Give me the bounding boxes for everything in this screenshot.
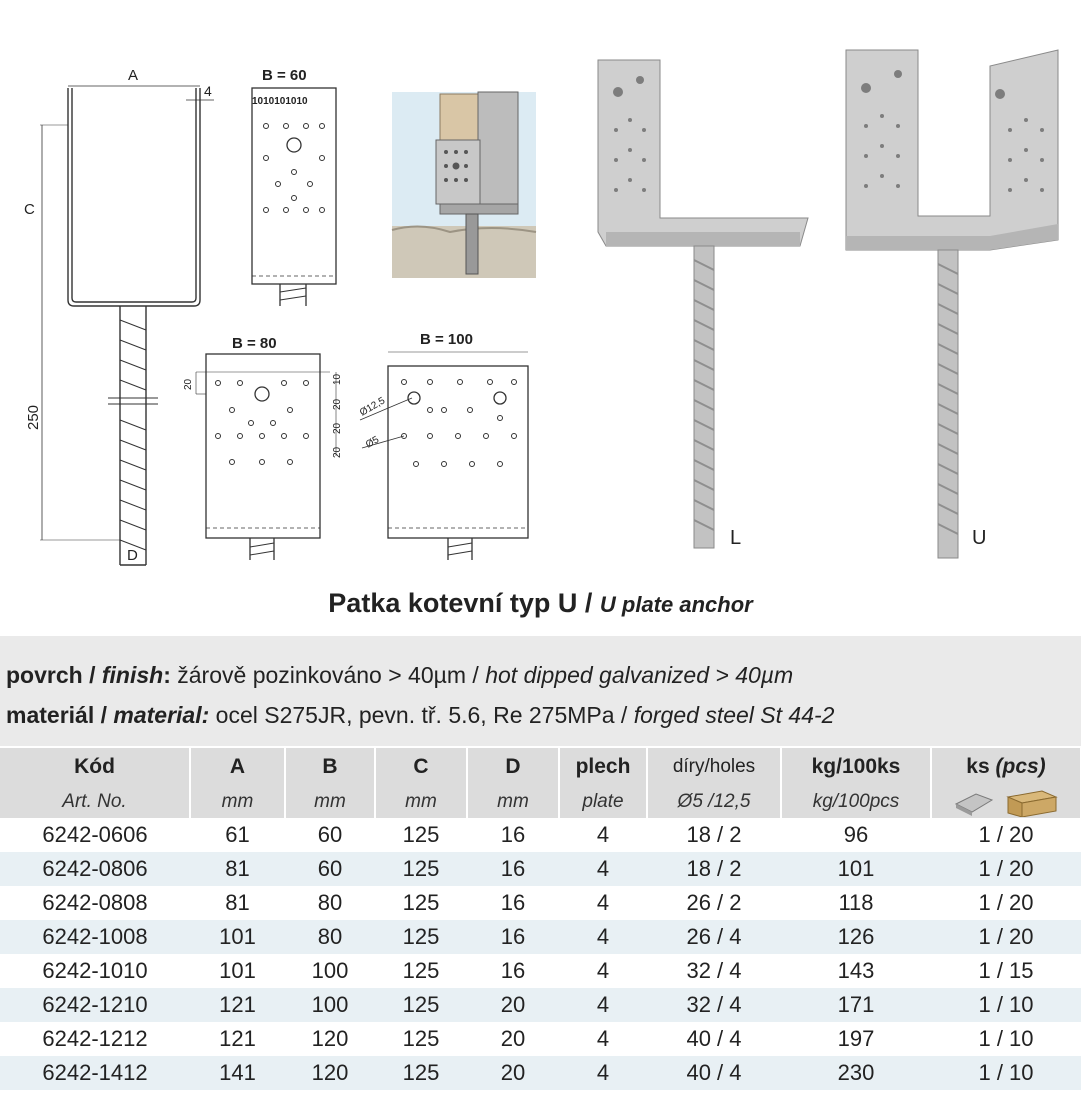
cell-d: 16 xyxy=(467,852,559,886)
cell-code: 6242-1412 xyxy=(0,1056,190,1090)
dim-250-label: 250 xyxy=(25,404,42,430)
cell-a: 141 xyxy=(190,1056,285,1090)
photo-u-label: U xyxy=(972,527,987,549)
cell-c: 125 xyxy=(375,988,467,1022)
cell-c: 125 xyxy=(375,1056,467,1090)
cell-weight: 96 xyxy=(843,822,869,847)
cell-weight: 171 xyxy=(781,988,931,1022)
col-holes-header: díry/holes xyxy=(647,748,781,786)
cell-holes: 18 / 2 xyxy=(686,822,742,847)
col-a-sub: mm xyxy=(190,786,285,818)
cell-a: 81 xyxy=(225,890,250,915)
cell-c: 125 xyxy=(375,852,467,886)
title-cz: Patka kotevní typ U xyxy=(328,588,578,618)
cell-plate: 4 xyxy=(559,920,647,954)
table-row xyxy=(0,1056,1081,1090)
cell-code: 6242-1010 xyxy=(42,958,148,983)
cell-d: 16 xyxy=(500,958,526,983)
cell-pcs: 1 / 10 xyxy=(931,1056,1081,1090)
b100-label: B = 100 xyxy=(420,331,473,348)
cell-b: 80 xyxy=(317,890,343,915)
col-plate-header: plech xyxy=(559,748,647,786)
product-title xyxy=(0,588,1081,619)
single-piece-icon xyxy=(952,788,996,816)
b80-label: B = 80 xyxy=(232,335,277,352)
cell-pcs: 1 / 15 xyxy=(978,958,1034,983)
cell-c: 125 xyxy=(402,1026,440,1051)
cell-plate: 4 xyxy=(559,988,647,1022)
cell-d: 20 xyxy=(500,1026,526,1051)
col-b-sub: mm xyxy=(285,786,375,818)
finish-value-cz: žárově pozinkováno > 40µm xyxy=(177,662,467,688)
b80-20-label: 20 xyxy=(183,378,194,390)
cell-d: 16 xyxy=(500,822,526,847)
plate-b80-drawing xyxy=(196,354,336,560)
cell-weight: 126 xyxy=(781,920,931,954)
plate-b60-drawing xyxy=(252,88,336,306)
cell-weight: 143 xyxy=(837,958,875,983)
cell-pcs: 1 / 10 xyxy=(931,988,1081,1022)
cell-code: 6242-1210 xyxy=(0,988,190,1022)
col-c-header: C xyxy=(375,748,467,786)
anchor-photo-u xyxy=(846,50,1058,558)
dim-a-label: A xyxy=(128,67,139,84)
table-row xyxy=(0,886,1081,920)
cell-b: 60 xyxy=(285,852,375,886)
dim-c-label: C xyxy=(24,201,35,218)
cell-a: 101 xyxy=(190,920,285,954)
material-label-cz: materiál xyxy=(6,702,95,728)
col-pcs-header-cz: ks xyxy=(966,755,990,778)
col-d-header: D xyxy=(467,748,559,786)
table-header-row xyxy=(0,748,1081,786)
cell-a: 121 xyxy=(219,1026,256,1051)
b60-spacing-label: 1010101010 xyxy=(252,96,308,107)
plate-b100-drawing xyxy=(360,352,528,560)
cell-b: 60 xyxy=(317,822,343,847)
b80-right-label-2: 20 xyxy=(332,398,343,410)
b60-label: B = 60 xyxy=(262,67,307,84)
title-en: U plate anchor xyxy=(599,592,753,617)
cell-code: 6242-1212 xyxy=(42,1026,148,1051)
cell-a: 101 xyxy=(219,958,256,983)
col-b-header: B xyxy=(285,748,375,786)
hole-large-label: Ø12,5 xyxy=(358,395,388,419)
cell-code: 6242-0808 xyxy=(42,890,148,915)
dim-d-label: D xyxy=(127,547,138,564)
col-a-header: A xyxy=(190,748,285,786)
table-body xyxy=(0,818,1081,1090)
table-row xyxy=(0,988,1081,1022)
spec-band xyxy=(0,636,1081,746)
b80-right-label-1: 10 xyxy=(332,373,343,385)
title-separator: / xyxy=(577,588,600,618)
cell-holes: 40 / 4 xyxy=(686,1026,742,1051)
cell-weight: 118 xyxy=(838,890,874,915)
cell-plate: 4 xyxy=(559,1056,647,1090)
installation-photo xyxy=(392,92,536,278)
finish-label-cz: povrch xyxy=(6,662,83,688)
cell-plate: 4 xyxy=(559,852,647,886)
cell-plate: 4 xyxy=(596,890,610,915)
cell-c: 125 xyxy=(402,958,440,983)
box-package-icon xyxy=(1002,787,1060,817)
anchor-photo-l xyxy=(598,60,808,548)
cell-plate: 4 xyxy=(596,822,610,847)
col-pcs-header-en: (pcs) xyxy=(995,755,1046,778)
table-row xyxy=(0,818,1081,852)
cell-pcs: 1 / 20 xyxy=(931,920,1081,954)
cell-b: 120 xyxy=(285,1056,375,1090)
cell-weight: 197 xyxy=(837,1026,875,1051)
cell-d: 20 xyxy=(467,988,559,1022)
cell-holes: 26 / 4 xyxy=(647,920,781,954)
cell-holes: 26 / 2 xyxy=(686,890,742,915)
cell-weight: 230 xyxy=(781,1056,931,1090)
cell-holes: 40 / 4 xyxy=(647,1056,781,1090)
side-profile-drawing xyxy=(40,86,214,565)
cell-a: 61 xyxy=(225,822,250,847)
cell-pcs: 1 / 20 xyxy=(978,822,1034,847)
col-code-header: Kód xyxy=(0,748,190,786)
cell-c: 125 xyxy=(375,920,467,954)
cell-b: 100 xyxy=(285,988,375,1022)
material-label-en: material: xyxy=(113,702,210,728)
cell-a: 121 xyxy=(190,988,285,1022)
table-row xyxy=(0,1022,1081,1056)
spec-material: materiál / material: ocel S275JR, pevn. tř. 5.6, Re 275MPa / forged steel St 44-2 xyxy=(6,702,835,728)
hole-small-label: Ø5 xyxy=(364,434,382,451)
b80-right-label-3: 20 xyxy=(332,422,343,434)
cell-code: 6242-0606 xyxy=(42,822,148,847)
cell-a: 81 xyxy=(190,852,285,886)
cell-b: 80 xyxy=(285,920,375,954)
cell-code: 6242-0806 xyxy=(0,852,190,886)
cell-d: 16 xyxy=(467,920,559,954)
cell-b: 120 xyxy=(311,1026,349,1051)
b80-right-label-4: 20 xyxy=(332,446,343,458)
product-table xyxy=(0,748,1081,1090)
col-weight-sub: kg/100pcs xyxy=(781,786,931,818)
table-row xyxy=(0,852,1081,886)
spec-finish: povrch / finish: žárově pozinkováno > 40µm / hot dipped galvanized > 40µm xyxy=(6,662,794,688)
cell-code: 6242-1008 xyxy=(0,920,190,954)
table-subheader-row xyxy=(0,786,1081,818)
col-c-sub: mm xyxy=(375,786,467,818)
dim-thickness-label: 4 xyxy=(204,83,212,99)
finish-value-en: hot dipped galvanized > 40µm xyxy=(485,662,794,688)
cell-holes: 32 / 4 xyxy=(647,988,781,1022)
cell-plate: 4 xyxy=(596,1026,610,1051)
material-value-cz: ocel S275JR, pevn. tř. 5.6, Re 275MPa xyxy=(215,702,615,728)
cell-pcs: 1 / 10 xyxy=(978,1026,1034,1051)
cell-c: 125 xyxy=(402,890,440,915)
table-row xyxy=(0,920,1081,954)
col-weight-header: kg/100ks xyxy=(781,748,931,786)
cell-d: 20 xyxy=(467,1056,559,1090)
cell-weight: 101 xyxy=(781,852,931,886)
cell-holes: 32 / 4 xyxy=(686,958,742,983)
col-code-sub: Art. No. xyxy=(0,786,190,818)
cell-pcs: 1 / 20 xyxy=(978,890,1034,915)
col-holes-sub: Ø5 /12,5 xyxy=(647,786,781,818)
cell-b: 100 xyxy=(311,958,349,983)
cell-holes: 18 / 2 xyxy=(647,852,781,886)
col-plate-sub: plate xyxy=(559,786,647,818)
cell-pcs: 1 / 20 xyxy=(931,852,1081,886)
finish-label-en: finish xyxy=(101,662,164,688)
col-pcs-sub xyxy=(931,786,1081,818)
col-d-sub: mm xyxy=(467,786,559,818)
cell-d: 16 xyxy=(500,890,526,915)
cell-c: 125 xyxy=(402,822,440,847)
photo-l-label: L xyxy=(730,527,742,549)
material-value-en: forged steel St 44-2 xyxy=(633,702,835,728)
cell-plate: 4 xyxy=(596,958,610,983)
col-pcs-header xyxy=(931,748,1081,786)
table-row xyxy=(0,954,1081,988)
